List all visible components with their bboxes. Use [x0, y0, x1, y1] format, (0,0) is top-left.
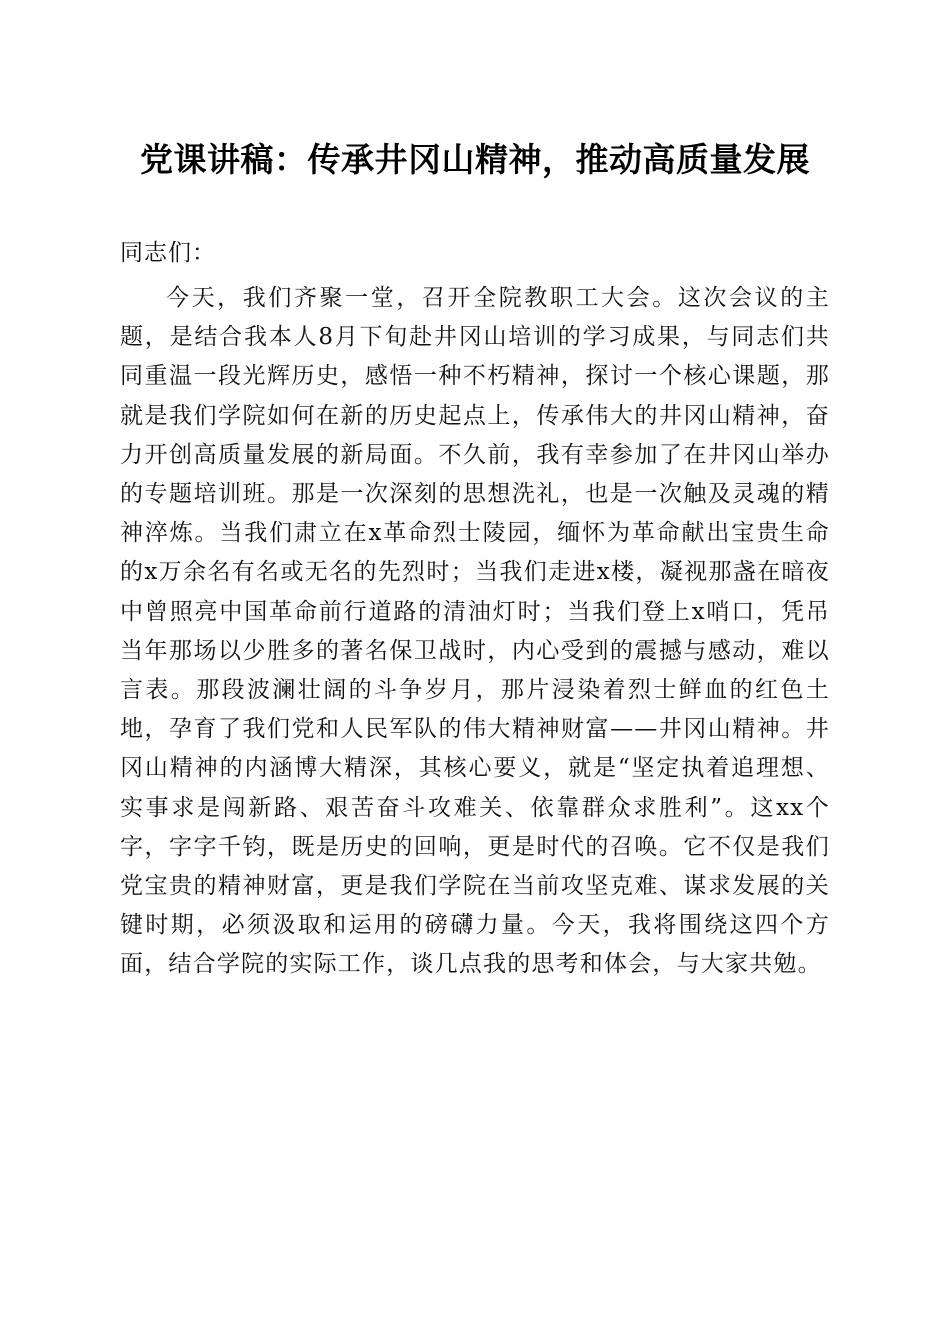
salutation: 同志们：	[120, 240, 216, 266]
document-title: 党课讲稿：传承井冈山精神，推动高质量发展	[140, 140, 810, 179]
body-paragraph: 今天，我们齐聚一堂，召开全院教职工大会。这次会议的主题，是结合我本人8月下旬赴井冈山培训的学习成果，与同志们共同重温一段光辉历史，感悟一种不朽精神，探讨一个核心课题，那就是我们学院如何在新的历史起点上，传承伟大的井冈山精神，奋力开创高质量发展的新局面。不久前，我有幸参加了在井冈山举办的专题培训班。那是一次深刻的思想洗礼，也是一次触及灵魂的精神淬炼。当我们肃立在x革命烈士陵园，缅怀为革命献出宝贵生命的x万余名有名或无名的先烈时；当我们走进x楼，凝视那盏在暗夜中曾照亮中国革命前行道路的清油灯时；当我们登上x哨口，凭吊当年那场以少胜多的著名保卫战时，内心受到的震撼与感动，难以言表。那段波澜壮阔的斗争岁月，那片浸染着烈士鲜血的红色土地，孕育了我们党和人民军队的伟大精神财富——井冈山精神。井冈山精神的内涵博大精深，其核心要义，就是“坚定执着追理想、实事求是闯新路、艰苦奋斗攻难关、依靠群众求胜利”。这xx个字，字字千钧，既是历史的回响，更是时代的召唤。它不仅是我们党宝贵的精神财富，更是我们学院在当前攻坚克难、谋求发展的关键时期，必须汲取和运用的磅礴力量。今天，我将围绕这四个方面，结合学院的实际工作，谈几点我的思考和体会，与大家共勉。	[120, 285, 830, 978]
